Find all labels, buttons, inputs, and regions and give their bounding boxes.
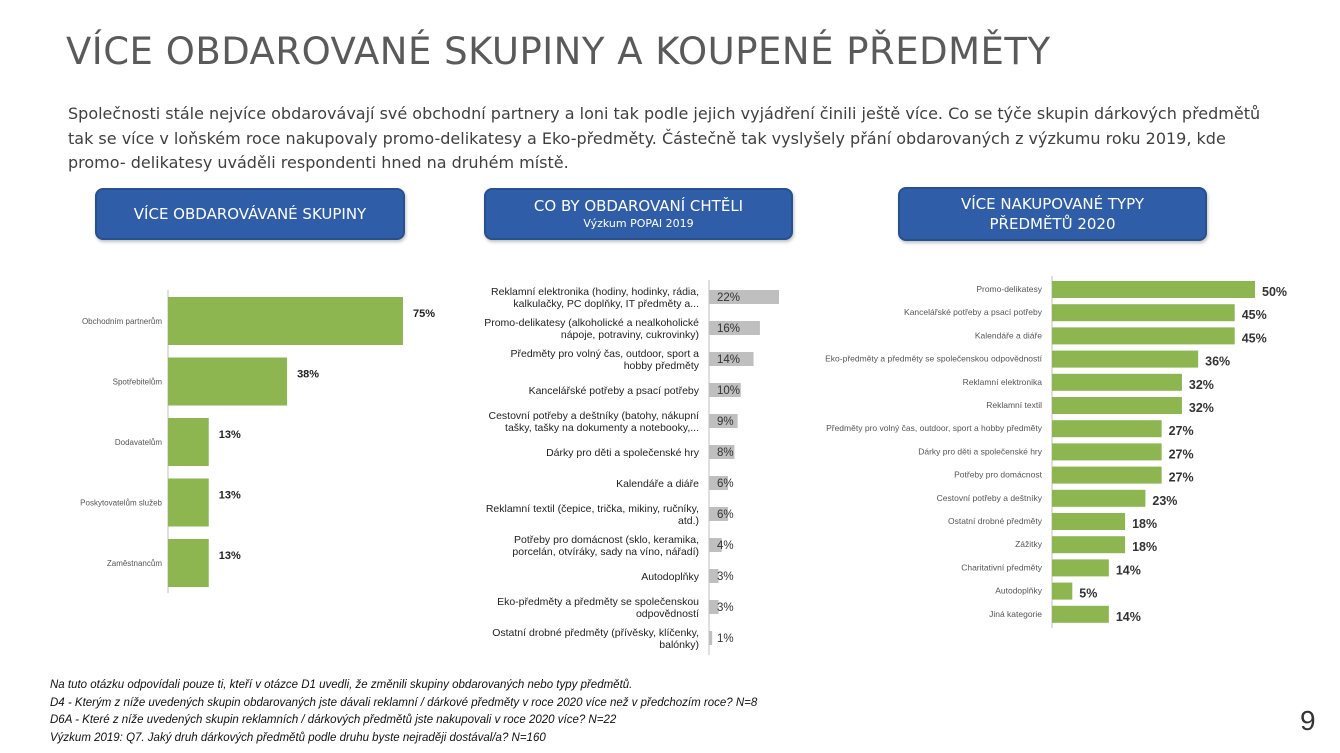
- chart3-bar: [1052, 327, 1235, 344]
- chart2-value-label: 1%: [717, 633, 734, 645]
- chart3-bar: [1052, 304, 1235, 321]
- chart3-value-label: 45%: [1241, 331, 1267, 346]
- page-number: 9: [1300, 705, 1316, 736]
- chart3-value-label: 14%: [1115, 609, 1141, 624]
- chart1-category-label: Poskytovatelům služeb: [80, 498, 162, 508]
- chart3-category-label: Kancelářské potřeby a psací potřeby: [904, 307, 1042, 318]
- chart3-value-label: 27%: [1168, 447, 1194, 462]
- chart1-category-label: Zaměstnancům: [106, 559, 162, 568]
- chart2-category-label: Potřeby pro domácnost (sklo, keramika,: [514, 534, 699, 546]
- chart3-value-label: 5%: [1079, 586, 1098, 601]
- chart1-value-label: 13%: [218, 489, 241, 502]
- header-right-line2: PŘEDMĚTŮ 2020: [989, 215, 1116, 233]
- chart1-value-label: 13%: [218, 550, 241, 562]
- footnotes: [50, 677, 757, 747]
- chart3-value-label: 18%: [1132, 540, 1158, 555]
- chart2-category-label: hobby předměty: [623, 360, 699, 372]
- chart3-bar: [1052, 420, 1162, 437]
- chart1-value-label: 13%: [218, 429, 241, 441]
- chart2-value-label: 3%: [717, 602, 734, 614]
- chart3-value-label: 14%: [1115, 563, 1141, 578]
- chart3-category-label: Předměty pro volný čas, outdoor, sport a hobby předměty: [826, 423, 1042, 434]
- chart1-category-label: Dodavatelům: [114, 438, 162, 447]
- chart3-value-label: 27%: [1168, 470, 1194, 485]
- intro-line: Společnosti stále nejvíce obdarovávají své obchodní partnery a loni tak podle jejich vyjádření činili ještě více. Co se týče skupin dárkových předmětů: [68, 104, 1261, 123]
- chart3-category-label: Reklamní elektronika: [962, 376, 1042, 387]
- chart1-bar: [168, 539, 209, 587]
- chart1-category-label: Obchodním partnerům: [81, 317, 162, 326]
- intro-line: promo- delikatesy uváděli respondenti hned na druhém místě.: [68, 153, 569, 172]
- chart2-value-label: 22%: [717, 292, 741, 304]
- chart1-bar: [168, 479, 209, 527]
- chart2-category-label: Ostatní drobné předměty (přívěsky, klíčenky,: [492, 627, 699, 639]
- chart2-category-label: Eko-předměty a předměty se společenskou: [497, 596, 699, 608]
- chart3-category-label: Potřeby pro domácnost: [954, 469, 1042, 480]
- chart2-category-label: Kancelářské potřeby a psací potřeby: [528, 385, 699, 397]
- chart3-bar: [1052, 467, 1162, 484]
- chart2-category-label: atd.): [677, 515, 699, 527]
- chart2-bar: [709, 631, 712, 645]
- header-middle-subtitle: Výzkum POPAI 2019: [583, 217, 694, 230]
- chart2-category-label: balónky): [659, 639, 699, 651]
- chart3-bar: [1052, 536, 1125, 553]
- chart3-bar: [1052, 583, 1072, 600]
- chart3-bar: [1052, 374, 1182, 391]
- chart2-category-label: Cestovní potřeby a deštníky (batohy, nákupní: [488, 410, 699, 422]
- chart3-bar: [1052, 397, 1182, 414]
- chart3-category-label: Reklamní textil: [986, 400, 1042, 410]
- chart2-category-label: Promo-delikatesy (alkoholické a nealkoholické: [484, 317, 699, 329]
- chart1-value-label: 75%: [413, 308, 436, 320]
- chart3-value-label: 50%: [1262, 285, 1288, 299]
- chart3-category-label: Eko-předměty a předměty se společenskou odpovědností: [825, 353, 1042, 364]
- chart2-category-label: Reklamní elektronika (hodiny, hodinky, rádia,: [491, 286, 699, 298]
- chart2-category-label: Předměty pro volný čas, outdoor, sport a: [510, 348, 699, 360]
- chart2-category-label: tašky, tašky na dokumenty a notebooky,...: [505, 422, 699, 434]
- chart2-value-label: 9%: [717, 416, 734, 428]
- chart2-value-label: 16%: [717, 323, 741, 335]
- chart2-value-label: 6%: [717, 478, 734, 490]
- chart2-category-label: nápoje, potraviny, cukrovinky): [560, 329, 699, 341]
- chart2-value-label: 4%: [717, 540, 734, 552]
- chart3-category-label: Zážitky: [1015, 539, 1042, 550]
- chart3-bar: [1052, 606, 1109, 623]
- chart3-category-label: Kalendáře a diáře: [974, 330, 1042, 341]
- chart3-value-label: 45%: [1241, 308, 1267, 323]
- chart3-value-label: 32%: [1188, 401, 1214, 415]
- chart2-category-label: kalkulačky, PC doplňky, IT předměty a...: [513, 298, 699, 310]
- header-right-line1: VÍCE NAKUPOVANÉ TYPY: [960, 195, 1145, 213]
- intro-line: tak se více v loňském roce nakupovaly promo-delikatesy a Eko-předměty. Částečně tak vyslyšely přání obdarovaných z výzkumu roku 2019, kde: [68, 128, 1226, 148]
- chart2-category-label: Dárky pro děti a společenské hry: [546, 447, 699, 459]
- chart2-value-label: 6%: [717, 509, 734, 521]
- chart3-value-label: 23%: [1152, 493, 1178, 508]
- chart2-category-label: porcelán, otvíráky, sady na víno, nářadí): [512, 546, 699, 558]
- chart3-value-label: 18%: [1132, 517, 1158, 531]
- chart1-bar: [168, 358, 287, 406]
- chart2-category-label: Reklamní textil (čepice, trička, mikiny, ručníky,: [485, 503, 699, 515]
- chart3-category-label: Autodoplňky: [995, 585, 1042, 596]
- chart3-bar: [1052, 281, 1255, 298]
- chart3-category-label: Ostatní drobné předměty: [947, 516, 1042, 526]
- chart3-value-label: 27%: [1168, 424, 1194, 439]
- footnote: D4 - Kterým z níže uvedených skupin obdarovaných jste dávali reklamní / dárkové předměty v roce 2020 více než v předchozím roce? N=8: [50, 696, 758, 709]
- chart3-bar: [1052, 443, 1162, 460]
- chart3-bar: [1052, 559, 1109, 576]
- chart1-bar: [168, 297, 403, 345]
- chart2-category-label: odpovědností: [635, 608, 699, 620]
- chart3-bar: [1052, 490, 1145, 507]
- chart3-category-label: Dárky pro děti a společenské hry: [918, 446, 1042, 457]
- chart2-value-label: 3%: [717, 571, 734, 583]
- chart1-category-label: Spotřebitelům: [112, 377, 162, 387]
- footnote: Výzkum 2019: Q7. Jaký druh dárkových předmětů podle druhu byste nejraději dostával/a? N=160: [50, 731, 546, 744]
- footnote: Na tuto otázku odpovídali pouze ti, kteří v otázce D1 uvedli, že změnili skupiny obdarovaných nebo typy předmětů.: [50, 679, 633, 691]
- chart3-category-label: Jiná kategorie: [989, 608, 1042, 619]
- chart3-category-label: Promo-delikatesy: [976, 284, 1042, 294]
- chart2-value-label: 10%: [717, 385, 741, 397]
- chart2-category-label: Autodoplňky: [641, 571, 699, 583]
- chart3-category-label: Cestovní potřeby a deštníky: [936, 492, 1042, 503]
- chart3-value-label: 36%: [1205, 354, 1231, 369]
- chart3-category-label: Charitativní předměty: [961, 562, 1042, 573]
- chart1-value-label: 38%: [297, 368, 320, 381]
- chart3-bar: [1052, 351, 1198, 368]
- chart2-value-label: 8%: [717, 447, 734, 459]
- header-middle-title: CO BY OBDAROVANÍ CHTĚLI: [533, 197, 744, 215]
- page-title: VÍCE OBDAROVANÉ SKUPINY A KOUPENÉ PŘEDMĚTY: [66, 30, 1051, 73]
- chart2-value-label: 14%: [717, 354, 741, 366]
- header-left-title: VÍCE OBDAROVÁVANÉ SKUPINY: [133, 205, 367, 223]
- chart1-bar: [168, 418, 209, 466]
- footnote: D6A - Které z níže uvedených skupin reklamních / dárkových předmětů jste nakupovali v roce 2020 více? N=22: [50, 714, 617, 726]
- chart3-bar: [1052, 513, 1125, 530]
- chart2-category-label: Kalendáře a diáře: [616, 478, 699, 490]
- chart3-value-label: 32%: [1188, 377, 1214, 392]
